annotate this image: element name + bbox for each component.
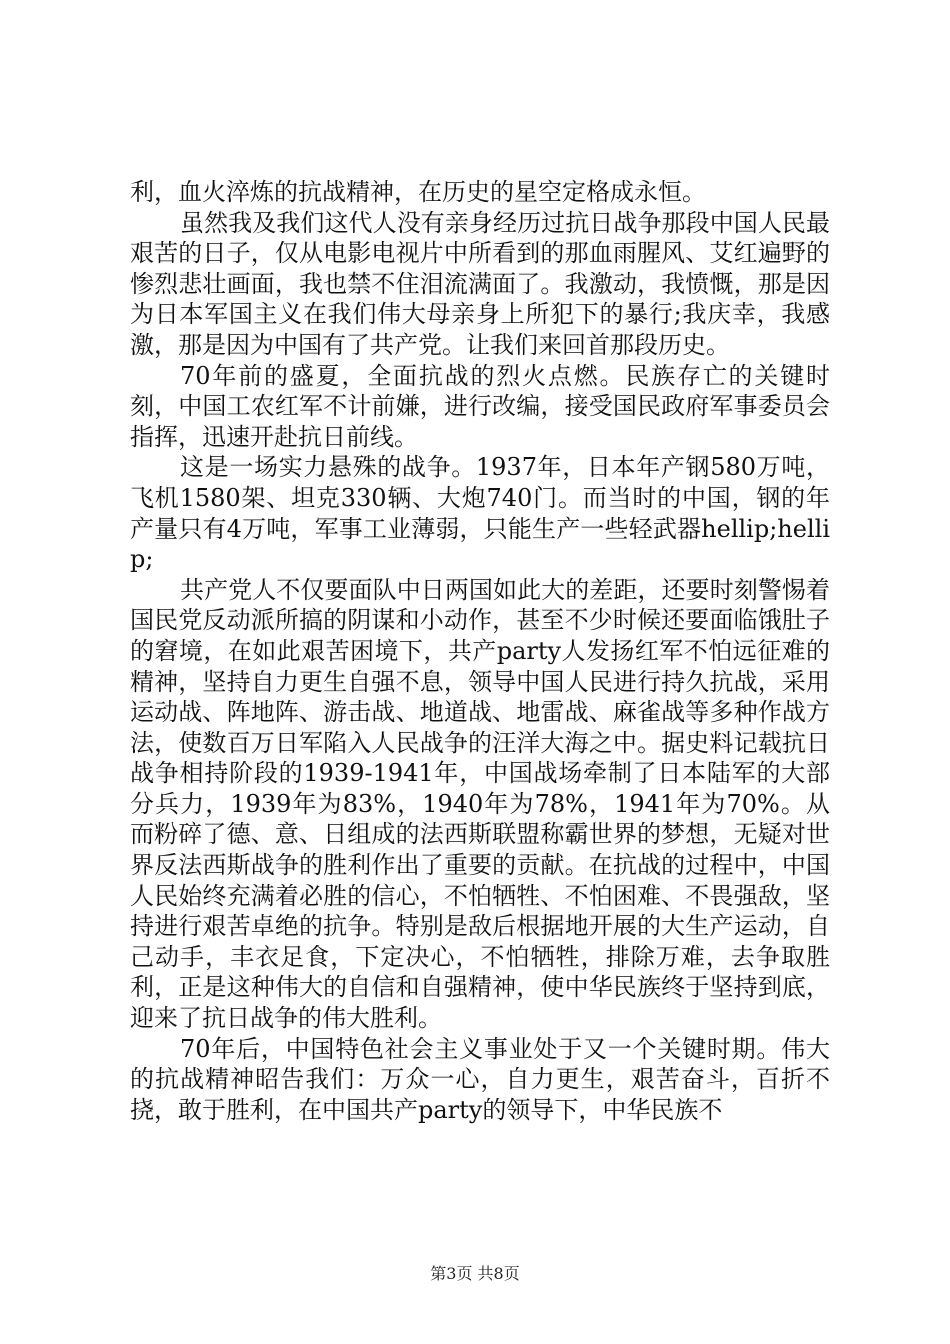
paragraph-3: 70年前的盛夏，全面抗战的烈火点燃。民族存亡的关键时刻，中国工农红军不计前嫌，进行改编，接受国民政府军事委员会指挥，迅速开赴抗日前线。 (130, 361, 830, 451)
paragraph-1: 利，血火淬炼的抗战精神，在历史的星空定格成永恒。 (130, 178, 706, 206)
paragraph-4: 这是一场实力悬殊的战争。1937年，日本年产钢580万吨，飞机1580架、坦克330辆、大炮740门。而当时的中国，钢的年产量只有4万吨，军事工业薄弱，只能生产一些轻武器hellip;hellip; (130, 453, 830, 574)
paragraph-5: 共产党人不仅要面队中日两国如此大的差距，还要时刻警惕着国民党反动派所搞的阴谋和小动作，甚至不少时候还要面临饿肚子的窘境，在如此艰苦困境下，共产party人发扬红军不怕远征难的精神，坚持自力更生自强不息，领导中国人民进行持久抗战，采用运动战、阵地阵、游击战、地道战、地雷战、麻雀战等多种作战方法，使数百万日军陷入人民战争的汪洋大海之中。据史料记载抗日战争相持阶段的1939-1941年，中国战场牵制了日本陆军的大部分兵力，1939年为83%，1940年为78%，1941年为70%。从而粉碎了德、意、日组成的法西斯联盟称霸世界的梦想，无疑对世界反法西斯战争的胜利作出了重要的贡献。在抗战的过程中，中国人民始终充满着必胜的信心，不怕牺牲、不怕困难、不畏强敌，坚持进行艰苦卓绝的抗争。特别是敌后根据地开展的大生产运动，自己动手，丰衣足食，下定决心，不怕牺牲，排除万难，去争取胜利，正是这种伟大的自信和自强精神，使中华民族终于坚持到底，迎来了抗日战争的伟大胜利。 (130, 575, 830, 1033)
document-body (130, 177, 830, 1125)
page-number-footer: 第3页 共8页 (430, 1264, 520, 1283)
paragraph-2: 虽然我及我们这代人没有亲身经历过抗日战争那段中国人民最艰苦的日子，仅从电影电视片中所看到的那血雨腥风、艾红遍野的惨烈悲壮画面，我也禁不住泪流满面了。我激动，我愤慨，那是因为日本军国主义在我们伟大母亲身上所犯下的暴行;我庆幸，我感激，那是因为中国有了共产党。让我们来回首那段历史。 (130, 208, 830, 359)
paragraph-6: 70年后，中国特色社会主义事业处于又一个关键时期。伟大的抗战精神昭告我们：万众一心，自力更生，艰苦奋斗，百折不挠，敢于胜利，在中国共产party的领导下，中华民族不 (130, 1034, 830, 1124)
